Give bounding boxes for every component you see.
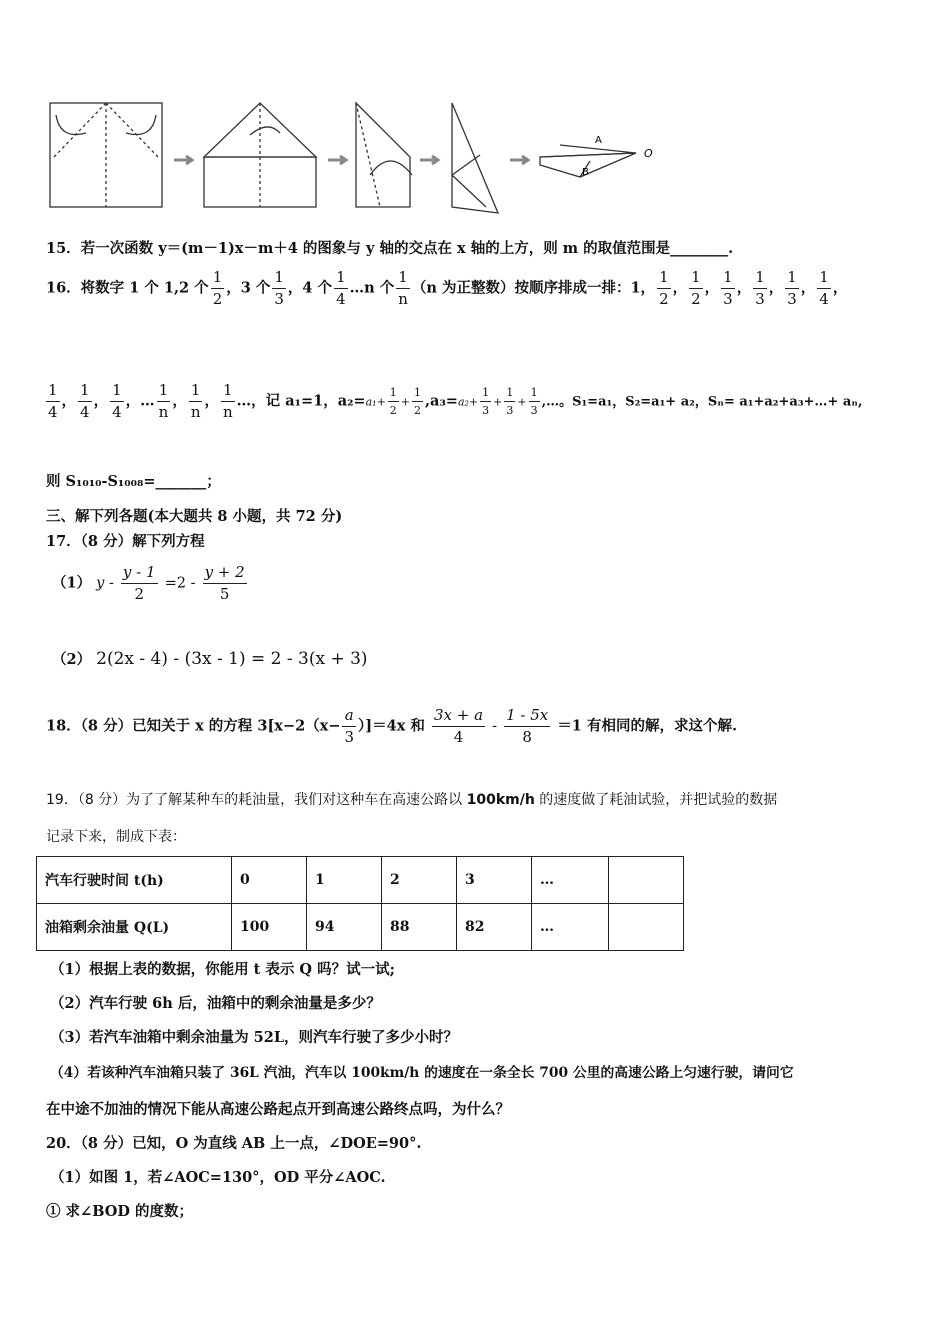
table-cell: 2: [382, 857, 457, 904]
table-cell: 1: [307, 857, 382, 904]
figure-label-b: B: [582, 167, 589, 178]
figure-label-a: A: [595, 135, 602, 146]
table-cell: …: [532, 904, 609, 951]
fuel-data-table: [36, 856, 684, 951]
table-row: [37, 904, 684, 951]
table-cell: 94: [307, 904, 382, 951]
question-19-line-2: 记录下来，制成下表：: [46, 829, 186, 845]
question-16-line-2: $\frac{1}{4}$ ， $\frac{1}{4}$ ， $\frac{1}{4}$ ，… $\frac{1}{n}$ ， $\frac{1}{n}$ ， $\frac{1}{n}$ …，记 a₁=1，a₂=a₁+ $\frac{1}{2}$ + $\frac{1}{2}$ ,a₃=a₂+ $\frac{1}{3}$ + $\frac{1}{3}$ + $\frac{1}{3}$ ,…。S₁=a₁，S₂=a₁+ a₂，Sₙ= a₁+a₂+a₃+…+ aₙ,: [48, 381, 863, 421]
question-15: 15．若一次函数 y＝(m－1)x－m＋4 的图象与 y 轴的交点在 x 轴的上方，则 m 的取值范围是________.: [46, 240, 734, 257]
fold-step-3-shape: [356, 103, 410, 207]
section-3-title: 三、解下列各题(本大题共 8 小题，共 72 分): [46, 508, 343, 525]
table-cell: [609, 904, 684, 951]
question-19-sub-3: （3）若汽车油箱中剩余油量为 52L，则汽车行驶了多少小时？: [50, 1029, 459, 1046]
question-20-line-1: 20．（8 分）已知，O 为直线 AB 上一点，∠DOE=90°.: [46, 1135, 422, 1152]
table-cell: 油箱剩余油量 Q(L): [37, 904, 232, 951]
fold-step-1-square: [50, 103, 162, 207]
question-16-line-1: 16．将数字 1 个 1,2 个 $\frac{1}{2}$ ，3 个 $\frac{1}{3}$ ，4 个 $\frac{1}{4}$ …n 个 $\frac{1}{n}$ （n 为正整数）按顺序排成一排：1， $\frac{1}{2}$ ， $\frac{1}{2}$ ， $\frac{1}{3}$ ， $\frac{1}{3}$ ， $\frac{1}{3}$ ， $\frac{1}{4}$ ，: [46, 268, 848, 308]
fraction-1-over-n: $\frac{1}{n}$: [398, 268, 408, 308]
fraction-third: $\frac{1}{3}$: [274, 268, 284, 308]
question-20-line-2: （1）如图 1，若∠AOC=130°，OD 平分∠AOC.: [50, 1169, 386, 1186]
fold-arrow-left: [56, 115, 86, 135]
table-cell: 汽车行驶时间 t(h): [37, 857, 232, 904]
table-cell: 0: [232, 857, 307, 904]
question-19-sub-4a: （4）若该种汽车油箱只装了 36L 汽油，汽车以 100km/h 的速度在一条全长 700 公里的高速公路上匀速行驶，请问它: [50, 1065, 794, 1081]
question-17-eq1: （1） y - $\frac{y - 1}{2}$ =2 - $\frac{y + 2}{5}$: [52, 563, 245, 603]
question-19-sub-1: （1）根据上表的数据，你能用 t 表示 Q 吗？试一试;: [50, 961, 395, 978]
question-18: 18．（8 分）已知关于 x 的方程 3[x−2（x− $\frac{a}{3}$ ）]＝4x 和 $\frac{3x + a}{4}$ - $\frac{1 - 5x}{8}$ ＝1 有相同的解，求这个解.: [46, 706, 737, 746]
table-cell: 88: [382, 904, 457, 951]
question-16-last: 则 S₁₀₁₀-S₁₀₀₈=_______；: [46, 473, 221, 490]
figure-label-o: O: [644, 147, 653, 160]
fraction-half: $\frac{1}{2}$: [212, 268, 223, 308]
table-row: [37, 857, 684, 904]
question-17-title: 17．（8 分）解下列方程: [46, 533, 205, 550]
question-19-sub-4b: 在中途不加油的情况下能从高速公路起点开到高速公路终点吗，为什么？: [46, 1101, 510, 1118]
table-cell: 3: [457, 857, 532, 904]
question-19-sub-2: （2）汽车行驶 6h 后，油箱中的剩余油量是多少？: [50, 995, 381, 1012]
question-20-line-3: ① 求∠BOD 的度数；: [46, 1203, 193, 1220]
table-cell: 82: [457, 904, 532, 951]
table-cell: …: [532, 857, 609, 904]
paper-airplane-figure: [40, 95, 680, 220]
fraction-quarter: $\frac{1}{4}$: [336, 268, 346, 308]
table-cell: 100: [232, 904, 307, 951]
question-19-line-1: 19．（8 分）为了了解某种车的耗油量，我们对这种车在高速公路以 100km/h 的速度做了耗油试验，并把试验的数据: [46, 792, 778, 808]
question-17-eq2: （2） 2(2x - 4) - (3x - 1) = 2 - 3(x + 3): [52, 649, 368, 669]
table-cell: [609, 857, 684, 904]
fold-arrow-right: [126, 115, 156, 135]
